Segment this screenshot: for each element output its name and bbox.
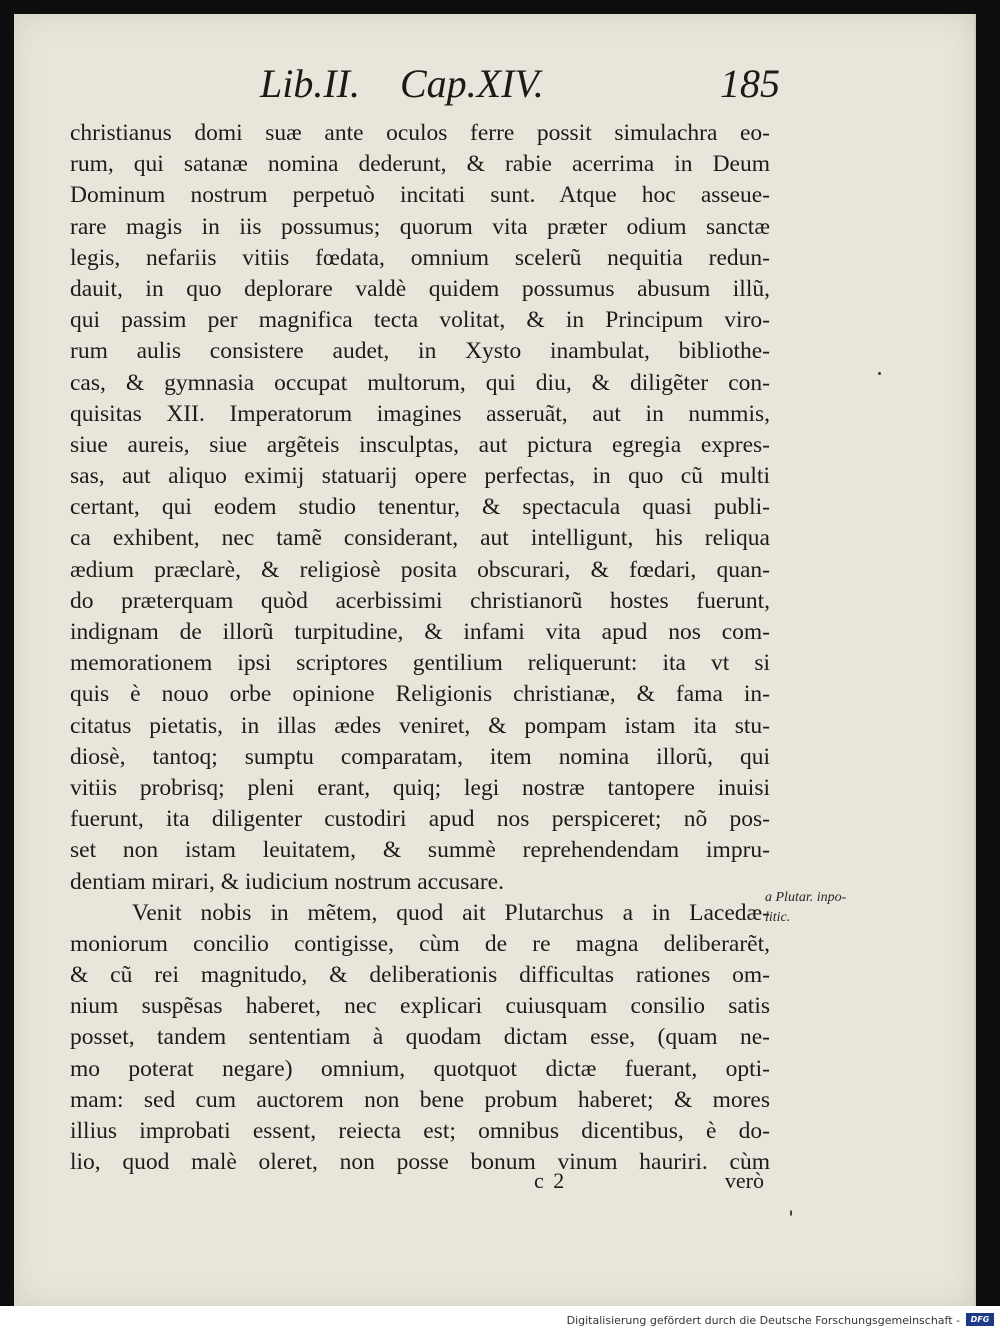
text-line: rum, qui satanæ nomina dederunt, & rabie acerrima in Deum (70, 151, 770, 178)
text-line: siue aureis, siue argẽteis insculptas, aut pictura egregia expres- (70, 431, 770, 458)
text-line: memorationem ipsi scriptores gentilium reliquerunt: ita vt si (70, 650, 770, 677)
text-line: dauit, in quo deplorare valdè quidem possumus abusum illũ, (70, 275, 770, 302)
text-line: fuerunt, ita diligenter custodiri apud nos perspiceret; nõ pos- (70, 806, 770, 833)
catchword: verò (724, 1168, 764, 1193)
text-line: set non istam leuitatem, & summè reprehendendam impru- (70, 837, 770, 864)
text-line: indignam de illorũ turpitudine, & infami vita apud nos com- (70, 619, 770, 645)
signature-mark: c 2 (534, 1168, 567, 1193)
body-text (70, 118, 770, 1178)
text-line: cas, & gymnasia occupat multorum, qui diu, & diligẽter con- (70, 369, 770, 396)
credit-bar (0, 1306, 1000, 1332)
paper-speck (790, 1210, 792, 1216)
text-line: Venit nobis in mẽtem, quod ait Plutarchus a in Lacedæ- (132, 899, 770, 926)
text-line: dentiam mirari, & iudicium nostrum accusare. (70, 868, 504, 895)
page-footer (534, 1168, 764, 1202)
chapter-label: Cap.XIV. (400, 61, 544, 106)
text-line: vitiis probrisq; pleni erant, quiq; legi nostræ tantopere inuisi (70, 774, 770, 801)
text-line: sas, aut aliquo eximij statuarij opere perfectas, in quo cũ multi (70, 463, 770, 490)
text-line: citatus pietatis, in illas ædes veniret, & pompam istam ita stu- (70, 712, 770, 739)
text-line: Dominum nostrum perpetuò incitati sunt. Atque hoc asseue- (70, 182, 770, 209)
text-line: qui passim per magnifica tecta volitat, & in Principum viro- (70, 307, 770, 334)
text-line: mam: sed cum auctorem non bene probum haberet; & mores (70, 1086, 770, 1113)
running-head (260, 60, 780, 110)
book-label: Lib.II. (260, 61, 360, 106)
text-line: rare magis in iis possumus; quorum vita præter odium sanctæ (70, 213, 770, 240)
text-line: do præterquam quòd acerbissimi christianorũ hostes fuerunt, (70, 587, 770, 614)
margin-note-line: litic. (765, 910, 791, 925)
text-line: nium suspẽsas haberet, nec explicari cuiusquam consilio satis (70, 993, 770, 1020)
text-line: illius improbati essent, reiecta est; omnibus dicentibus, è do- (70, 1118, 770, 1144)
text-line: diosè, tantoq; sumptu comparatam, item nomina illorũ, qui (70, 743, 770, 770)
margin-note-line: a Plutar. inpo- (765, 890, 847, 905)
text-line: posset, tandem sententiam à quodam dictam esse, (quam ne- (70, 1024, 770, 1051)
text-line: & cũ rei magnitudo, & deliberationis difficultas rationes om- (70, 962, 770, 989)
page-number: 185 (720, 61, 780, 106)
text-line: legis, nefariis vitiis fœdata, omnium scelerũ nequitia redun- (70, 244, 770, 271)
text-line: moniorum concilio contigisse, cùm de re magna deliberarẽt, (70, 930, 770, 957)
text-line: ca exhibent, nec tamẽ considerant, aut intelligunt, his reliqua (70, 525, 770, 552)
text-line: rum aulis consistere audet, in Xysto inambulat, bibliothe- (70, 338, 770, 365)
paper-speck (878, 372, 881, 375)
margin-note (765, 888, 885, 928)
text-line: mo poterat negare) omnium, quotquot dictæ fuerant, opti- (70, 1055, 770, 1082)
credit-text: Digitalisierung gefördert durch die Deutsche Forschungsgemeinschaft - (566, 1314, 960, 1327)
text-line: ædium præclarè, & religiosè posita obscurari, & fœdari, quan- (70, 556, 770, 583)
text-line: quis è nouo orbe opinione Religionis christianæ, & fama in- (70, 681, 770, 708)
text-line: lio, quod malè oleret, non posse bonum vinum hauriri. cùm (70, 1149, 770, 1176)
text-line: quisitas XII. Imperatorum imagines asseruãt, aut in nummis, (70, 400, 770, 427)
dfg-logo: DFG (966, 1313, 994, 1326)
text-line: certant, qui eodem studio tenentur, & spectacula quasi publi- (70, 494, 770, 521)
text-line: christianus domi suæ ante oculos ferre possit simulachra eo- (70, 120, 770, 146)
